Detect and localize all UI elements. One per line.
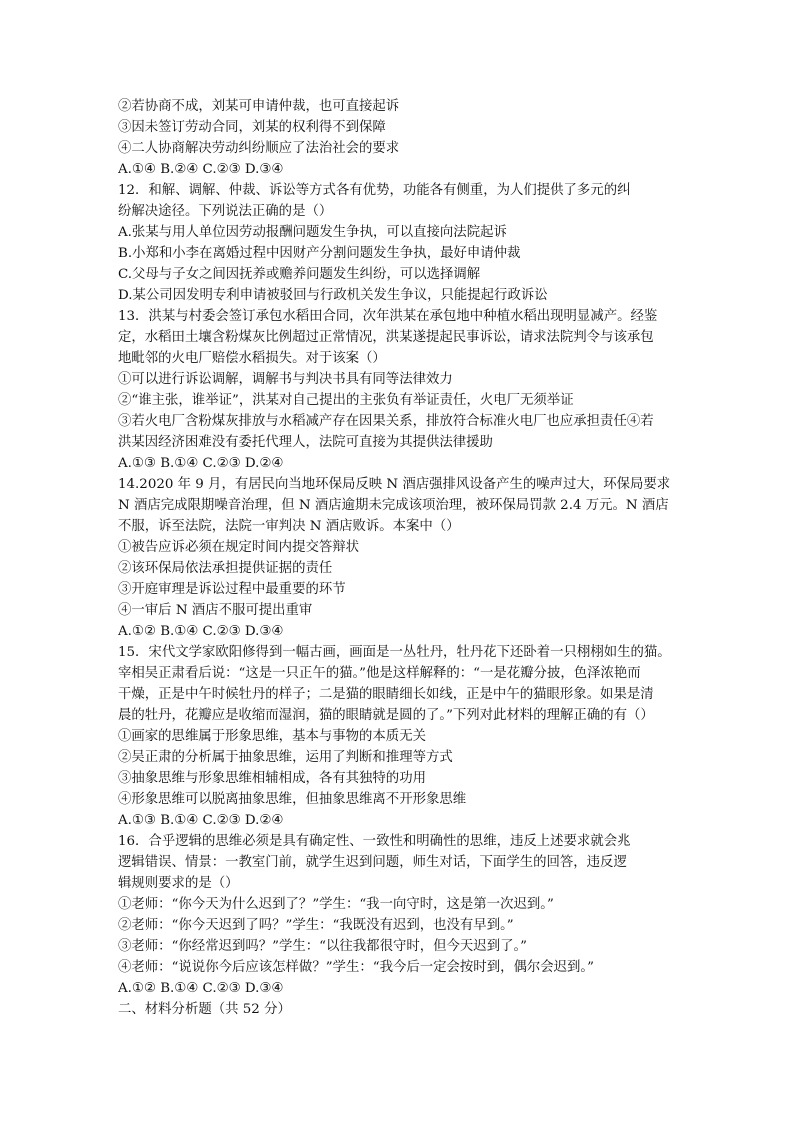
text-line: ④一审后 N 酒店不服可提出重审 xyxy=(118,603,313,618)
text-line: 地毗邻的火电厂赔偿水稻损失。对于该案（） xyxy=(118,351,386,366)
text-line: 干燥，正是中午时候牡丹的样子；二是猫的眼睛细长如线，正是中午的猫眼形象。如果是清 xyxy=(118,687,654,702)
text-line: 12．和解、调解、仲裁、诉讼等方式各有优势，功能各有侧重，为人们提供了多元的纠 xyxy=(118,183,631,198)
text-line: ③抽象思维与形象思维相辅相成，各有其独特的功用 xyxy=(118,771,426,786)
text-line: 纷解决途径。下列说法正确的是（） xyxy=(118,204,333,219)
text-line: A.张某与用人单位因劳动报酬问题发生争执，可以直接向法院起诉 xyxy=(118,225,507,240)
text-line: ③老师：“你经常迟到吗？”学生：“以往我都很守时，但今天迟到了。” xyxy=(118,939,528,954)
text-line: 宰相吴正肃看后说：“这是一只正午的猫。”他是这样解释的：“一是花瓣分披，色泽浓艳而 xyxy=(118,666,641,681)
text-line: 14.2020 年 9 月，有居民向当地环保局反映 N 酒店强排风设备产生的噪声过大，环保局要求 xyxy=(118,477,671,492)
text-line: C.父母与子女之间因抚养或赡养问题发生纠纷，可以选择调解 xyxy=(118,267,481,282)
text-line: ④老师：“说说你今后应该怎样做？”学生：“我今后一定会按时到，偶尔会迟到。” xyxy=(118,960,594,975)
text-line: ④形象思维可以脱离抽象思维，但抽象思维离不开形象思维 xyxy=(118,792,467,807)
text-line: ②吴正肃的分析属于抽象思维，运用了判断和推理等方式 xyxy=(118,750,453,765)
text-line: A.①③ B.①④ C.②③ D.②④ xyxy=(118,456,284,471)
text-line: 二、材料分析题（共 52 分） xyxy=(118,1002,291,1017)
text-line: ①可以进行诉讼调解，调解书与判决书具有同等法律效力 xyxy=(118,372,453,387)
text-line: 16．合乎逻辑的思维必须是具有确定性、一致性和明确性的思维，违反上述要求就会兆 xyxy=(118,834,631,849)
text-line: N 酒店完成限期噪音治理，但 N 酒店逾期未完成该项治理，被环保局罚款 2.4 万元。N 酒店 xyxy=(118,498,669,513)
text-line: ③开庭审理是诉讼过程中最重要的环节 xyxy=(118,582,346,597)
text-line: A.①④ B.②④ C.②③ D.③④ xyxy=(118,162,284,177)
text-line: ①画家的思维属于形象思维，基本与事物的本质无关 xyxy=(118,729,426,744)
text-line: 15．宋代文学家欧阳修得到一幅古画，画面是一丛牡丹，牡丹花下还卧着一只栩栩如生的猫。 xyxy=(118,645,671,660)
text-line: A.①② B.①④ C.②③ D.③④ xyxy=(118,981,284,996)
text-line: ④二人协商解决劳动纠纷顺应了法治社会的要求 xyxy=(118,141,400,156)
text-line: 不服，诉至法院，法院一审判决 N 酒店败诉。本案中（） xyxy=(118,519,460,534)
text-line: ②若协商不成，刘某可申请仲裁，也可直接起诉 xyxy=(118,99,400,114)
text-line: D.某公司因发明专利申请被驳回与行政机关发生争议，只能提起行政诉讼 xyxy=(118,288,548,303)
text-line: B.小郑和小李在离婚过程中因财产分割问题发生争执，最好申请仲裁 xyxy=(118,246,521,261)
text-line: A.①② B.①④ C.②③ D.③④ xyxy=(118,624,284,639)
text-line: 定，水稻田土壤含粉煤灰比例超过正常情况，洪某遂提起民事诉讼，请求法院判令与该承包 xyxy=(118,330,654,345)
text-line: 晨的牡丹，花瓣应是收缩而湿润，猫的眼睛就是圆的了。”下列对此材料的理解正确的有（） xyxy=(118,708,654,723)
text-line: 13．洪某与村委会签订承包水稻田合同，次年洪某在承包地中种植水稻出现明显减产。经鉴 xyxy=(118,309,658,324)
text-line: 辑规则要求的是（） xyxy=(118,876,239,891)
text-line: ②“谁主张，谁举证”，洪某对自己提出的主张负有举证责任，火电厂无须举证 xyxy=(118,393,574,408)
text-line: ③若火电厂含粉煤灰排放与水稻减产存在因果关系，排放符合标准火电厂也应承担责任④若 xyxy=(118,414,654,429)
text-line: ②老师：“你今天迟到了吗？”学生：“我既没有迟到，也没有早到。” xyxy=(118,918,514,933)
text-line: ①被告应诉必须在规定时间内提交答辩状 xyxy=(118,540,360,555)
text-line: 洪某因经济困难没有委托代理人，法院可直接为其提供法律援助 xyxy=(118,435,493,450)
text-line: ①老师：“你今天为什么迟到了？”学生：“我一向守时，这是第一次迟到。” xyxy=(118,897,554,912)
text-line: A.①③ B.①④ C.②③ D.②④ xyxy=(118,813,284,828)
text-line: ③因未签订劳动合同，刘某的权利得不到保障 xyxy=(118,120,386,135)
text-line: 逻辑错误、情景：一教室门前，就学生迟到问题，师生对话，下面学生的回答，违反逻 xyxy=(118,855,627,870)
text-line: ②该环保局依法承担提供证据的责任 xyxy=(118,561,333,576)
